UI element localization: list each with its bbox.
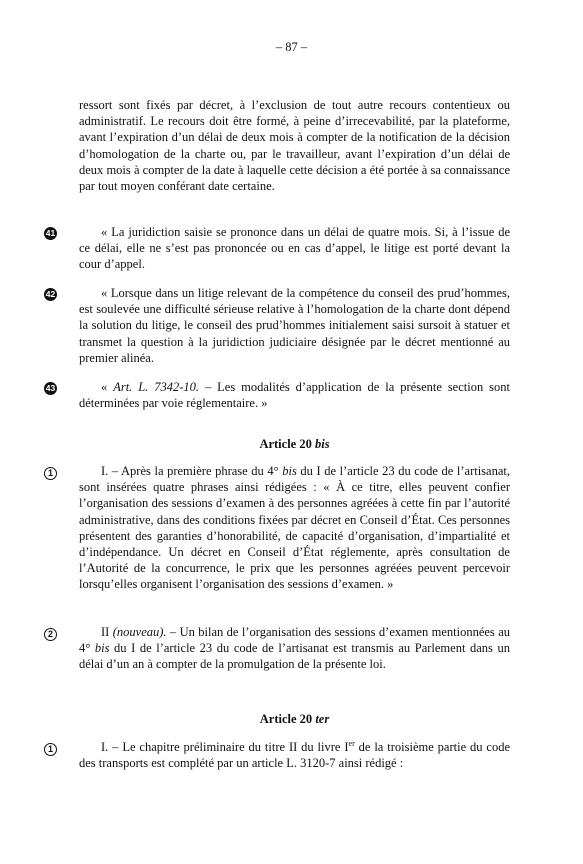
paragraph-marker-41: 41 <box>45 228 56 238</box>
paragraph-43-open: « <box>101 380 114 394</box>
paragraph-marker-1: 1 <box>44 467 57 480</box>
paragraph-marker-43: 43 <box>45 383 56 393</box>
a20bis-2-mid: – Un bilan de l’organisation des sessions d’examen mentionnées au 4° <box>79 625 510 656</box>
heading-article-20-ter-variant: ter <box>315 712 330 726</box>
heading-article-20-bis-main: Article 20 <box>259 437 315 451</box>
article-reference: Art. L. 7342-10. <box>113 380 200 394</box>
paragraph-43-rest: – Les modalités d’application de la présente section sont déterminées par voie réglementaire. » <box>79 380 511 411</box>
a20bis-2-bis: bis <box>94 641 110 656</box>
paragraph-41: « La juridiction saisie se prononce dans un délai de quatre mois. Si, à l’issue de ce délai, elle ne s’est pas prononcée ou en cas d’appel, le litige est porté devant la cour d’appel. <box>79 225 510 272</box>
paragraph-continued: ressort sont fixés par décret, à l’exclusion de tout autre recours contentieux ou administratif. Le recours doit être formé, à peine d’irrecevabilité, par la plateforme, avant l’expiration d’un délai de deux mois à compter de la notification de la décision d’homologation de la charte ou, par le travailleur, avant l’expiration d’un délai de deux mois à compter de la date à laquelle cette décision a été portée à sa connaissance par tout moyen conférant date certaine. <box>79 98 510 194</box>
a20bis-2-post: du I de l’article 23 du code de l’artisanat est transmis au Parlement dans un délai d’un an à compter de la promulgation de la présente loi. <box>79 641 511 672</box>
article-20-bis-paragraph-1 <box>79 463 510 593</box>
heading-article-20-ter-main: Article 20 <box>259 712 316 726</box>
heading-article-20-bis <box>79 437 510 452</box>
paragraph-marker-42: 42 <box>45 289 56 299</box>
a20bis-1-post: du I de l’article 23 du code de l’artisanat, sont insérées quatre phrases ainsi rédigées : « À ce titre, elles peuvent confier l’organisation des sessions d’examen à des personnes agréées à cette fin par l’autorité administrative, dans des conditions fixées par décret en Conseil d’État. Ces personnes présentent des garanties d’honorabilité, de capacité d’organisation, d’impartialité et d’indépendance. Un décret en Conseil d’État réglemente, après consultation de l’Autorité de la concurrence, le prix que les personnes agréées peuvent percevoir lorsqu’elles organisent l’organisation des sessions d’examen. » <box>79 464 510 592</box>
a20bis-2-pre: II <box>101 625 113 639</box>
article-20-ter-paragraph-1 <box>79 739 510 771</box>
a20bis-1-pre: I. – Après la première phrase du 4° <box>101 464 283 478</box>
paragraph-marker-1-ter: 1 <box>44 743 57 756</box>
page-number: – 87 – <box>275 40 308 54</box>
heading-article-20-ter <box>79 712 510 727</box>
a20bis-2-nouveau: (nouveau). <box>112 625 167 639</box>
a20bis-1-bis: bis <box>282 464 297 478</box>
paragraph-42 <box>79 285 510 366</box>
a20ter-1-sup: er <box>348 738 355 748</box>
paragraph-marker-2: 2 <box>44 628 57 641</box>
paragraph-43 <box>79 379 510 411</box>
paragraph-42-text: « Lorsque dans un litige relevant de la compétence du conseil des prud’hommes, est soulevée une difficulté sérieuse relative à l’homologation de la charte dont dépend la solution du litige, le conseil des prud’hommes initialement saisi sursoit à statuer et transmet la question à la juridiction judiciaire désignée par le décret mentionné au premier alinéa. <box>79 286 510 365</box>
article-20-bis-paragraph-2 <box>79 624 510 673</box>
a20ter-1-post: de la troisième partie du code des transports est complété par un article L. 3120-7 ainsi rédigé : <box>79 740 510 771</box>
a20ter-1-pre: I. – Le chapitre préliminaire du titre II du livre I <box>101 740 349 754</box>
heading-article-20-bis-variant: bis <box>314 437 330 451</box>
